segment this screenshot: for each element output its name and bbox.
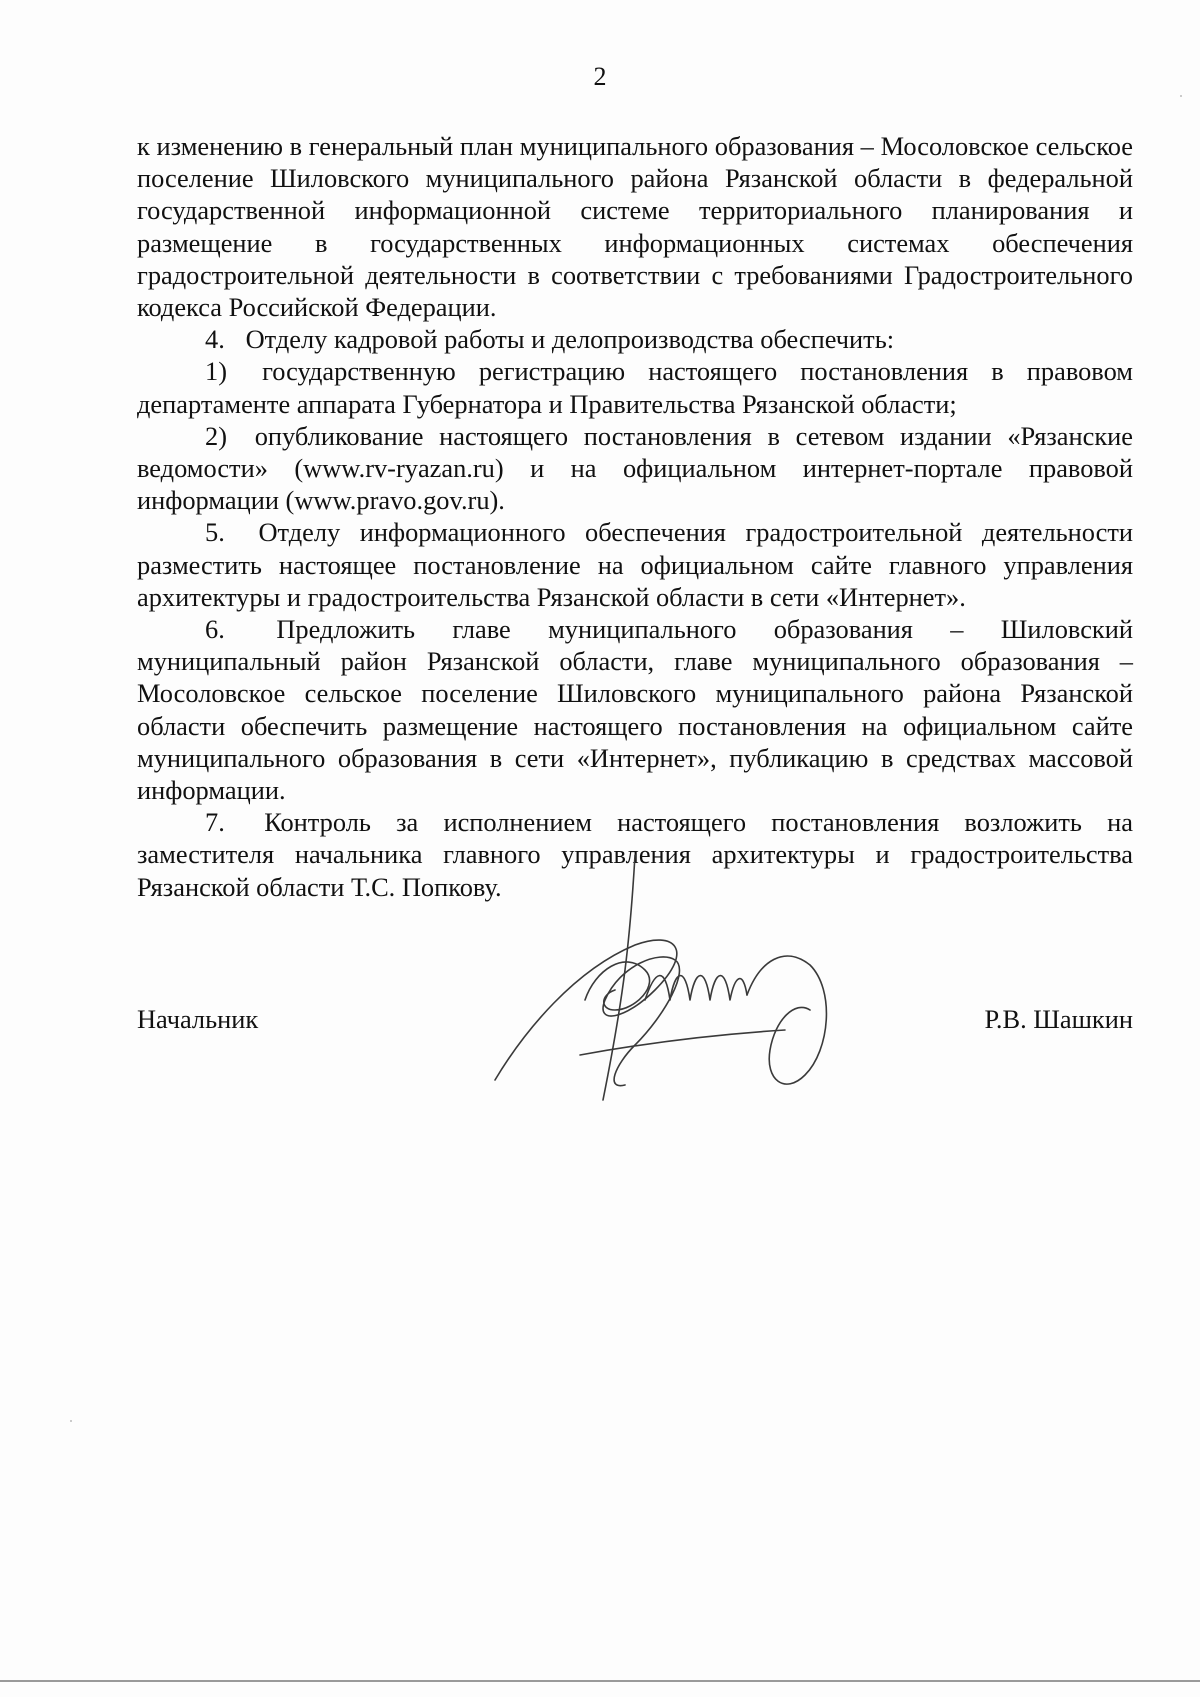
paragraph-text: Отделу информационного обеспечения градостроительной деятельности разместить настоящее постановление на официальном сайте главного управления архитектуры и градостроительства Рязанской области в сети «Интернет». <box>137 517 1133 612</box>
document-body <box>137 130 1133 903</box>
paragraph-item-6 <box>137 613 1133 806</box>
paragraph-number: 6. <box>205 614 225 645</box>
signatory-title: Начальник <box>137 1004 259 1034</box>
paragraph-item-5 <box>137 516 1133 613</box>
signature-block <box>137 1003 1133 1043</box>
paragraph-continuation <box>137 130 1133 323</box>
paragraph-number: 4. <box>205 324 225 355</box>
paragraph-text: Предложить главе муниципального образования – Шиловский муниципальный район Рязанской области, главе муниципального образования – Мосоловское сельское поселение Шиловского муниципального района Рязанской области обеспечить размещение настоящего постановления на официальном сайте муниципального образования в сети «Интернет», публикацию в средствах массовой информации. <box>137 614 1133 806</box>
paragraph-text: опубликование настоящего постановления в сетевом издании «Рязанские ведомости» (www.rv-ryazan.ru) и на официальном интернет-портале правовой информации (www.pravo.gov.ru). <box>137 420 1133 516</box>
paragraph-text: государственную регистрацию настоящего постановления в правовом департаменте аппарата Губернатора и Правительства Рязанской области; <box>137 356 1133 419</box>
handwritten-signature <box>485 850 865 1110</box>
scan-artifact <box>70 1420 72 1422</box>
paragraph-number: 7. <box>205 807 225 838</box>
scan-bottom-edge <box>0 1680 1200 1682</box>
paragraph-number: 5. <box>205 517 225 548</box>
paragraph-text: к изменению в генеральный план муниципального образования – Мосоловское сельское поселение Шиловского муниципального района Рязанской области в федеральной государственной информационной системе территориального планирования и размещение в государственных информационных системах обеспечения градостроительной деятельности в соответствии с требованиями Градостроительного кодекса Российской Федерации. <box>137 131 1133 323</box>
paragraph-text: Отделу кадровой работы и делопроизводства обеспечить: <box>245 324 895 355</box>
paragraph-item-4-2 <box>137 420 1133 517</box>
paragraph-text: Контроль за исполнением настоящего постановления возложить на заместителя начальника главного управления архитектуры и градостроительства Рязанской области Т.С. Попкову. <box>137 807 1133 902</box>
signatory-name: Р.В. Шашкин <box>984 1004 1133 1034</box>
paragraph-number: 2) <box>205 420 227 451</box>
scan-artifact <box>1180 95 1182 97</box>
paragraph-item-4 <box>137 323 1133 355</box>
signature-stroke-humps <box>645 976 747 1000</box>
page-number: 2 <box>593 62 607 91</box>
paragraph-item-4-1 <box>137 355 1133 419</box>
paragraph-number: 1) <box>205 356 227 387</box>
